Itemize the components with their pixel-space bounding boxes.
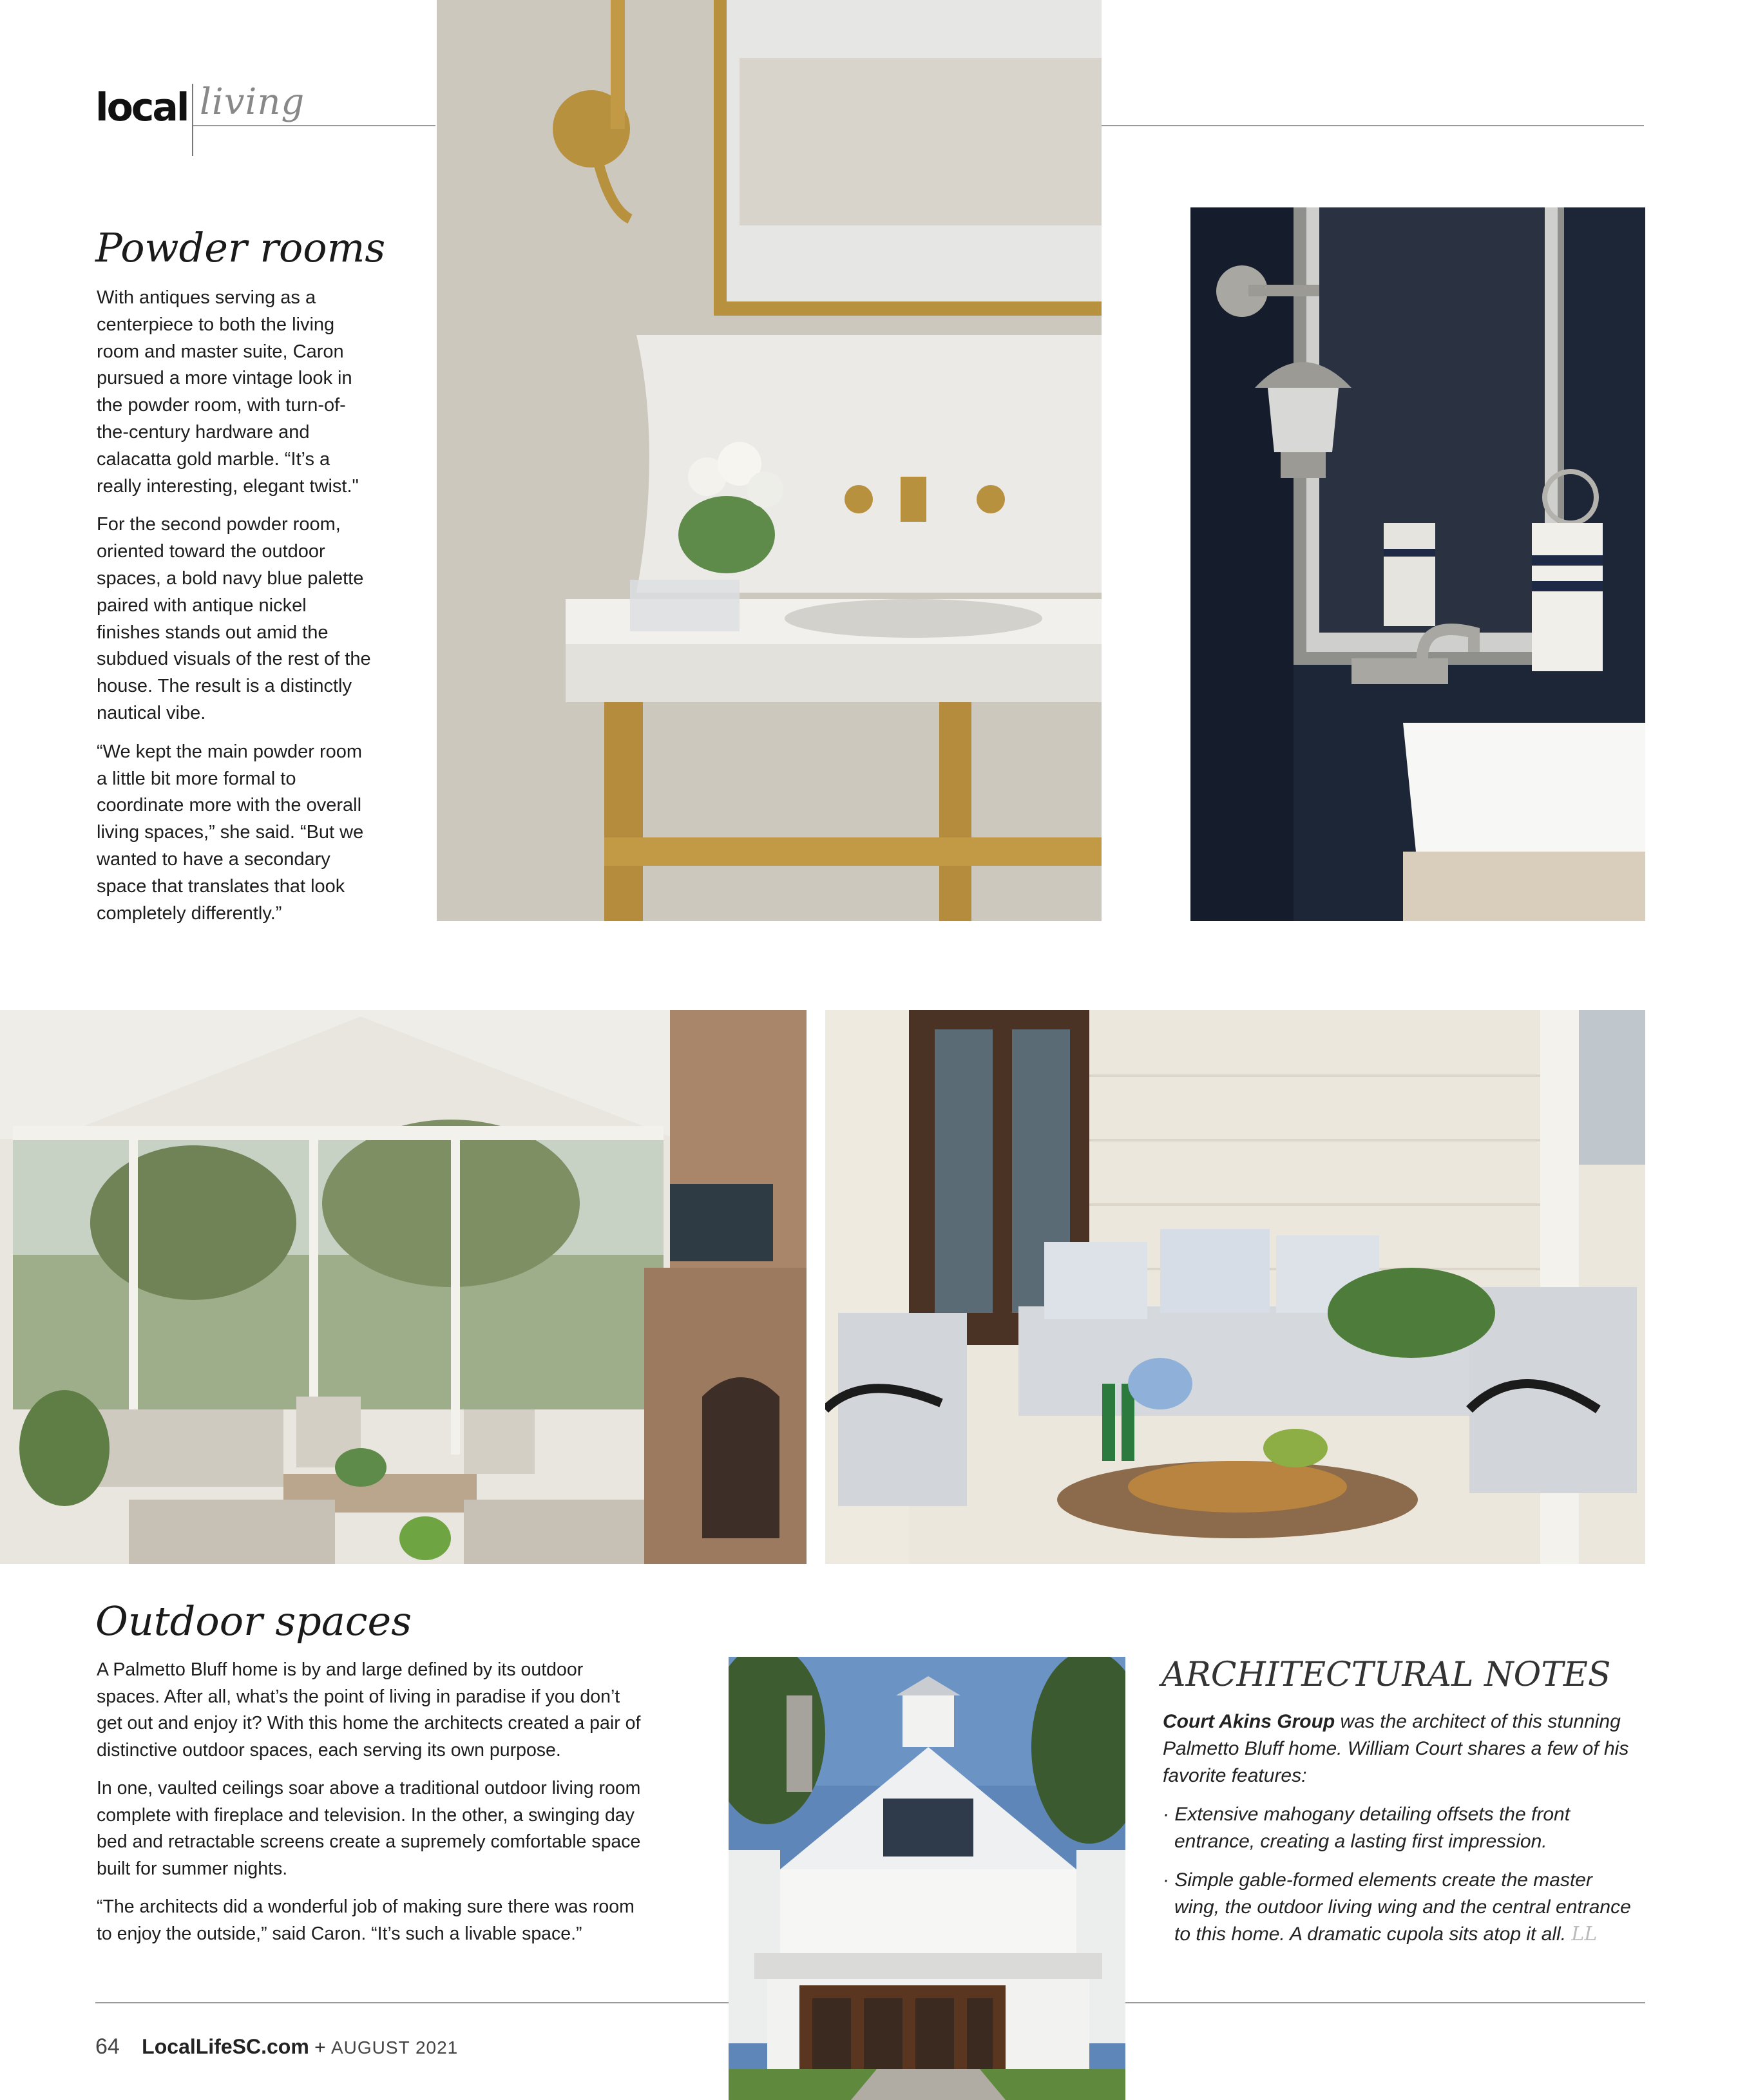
powder-rooms-heading: Powder rooms (95, 224, 386, 271)
photo-swinging-daybed-porch (825, 1010, 1645, 1564)
architectural-notes-text (1163, 1708, 1639, 1960)
brand-divider (192, 84, 193, 156)
architectural-bullet-2: · Simple gable-formed elements create the master wing, the outdoor living wing and the central entrance to this home. A dramatic cupola sits atop it all. LL (1163, 1869, 1631, 1945)
architect-name: Court Akins Group (1163, 1711, 1335, 1732)
footer-separator: + (314, 2037, 326, 2058)
photo-navy-powder-room (1190, 207, 1645, 921)
photo-gold-powder-room (437, 0, 1102, 921)
powder-paragraph-1: With antiques serving as a centerpiece to both the living room and master suite, Caron pursued a more vintage look in the powder room, with turn-of-the-century hardware and calacatta gold marble. “It’s a really interesting, elegant twist." (97, 287, 359, 497)
outdoor-spaces-text (97, 1657, 644, 1947)
powder-paragraph-2: For the second powder room, oriented toward the outdoor spaces, a bold navy blue palette paired with antique nickel finishes stands out amid the subdued visuals of the rest of the house. The result is a distinctly nautical vibe. (97, 514, 371, 723)
architectural-notes-heading: ARCHITECTURAL NOTES (1161, 1656, 1611, 1694)
architectural-bullet-2-text: Simple gable-formed elements create the master wing, the outdoor living wing and the central entrance to this home. A dramatic cupola sits atop it all. (1174, 1869, 1631, 1945)
page-number: 64 (95, 2034, 120, 2059)
architectural-intro-rest: was the architect of this stunning Palmetto Bluff home. William Court shares a few of his favorite features: (1163, 1711, 1629, 1786)
outdoor-paragraph-1: A Palmetto Bluff home is by and large defined by its outdoor spaces. After all, what’s the point of living in paradise if you don’t get out and enjoy it? With this home the architects created a pair of distinctive outdoor spaces, each serving its own purpose. (97, 1659, 641, 1761)
architectural-intro (1163, 1708, 1639, 1790)
page-footer (95, 2034, 458, 2059)
photo-house-exterior (729, 1657, 1125, 2100)
brand-local: local (95, 85, 188, 130)
outdoor-paragraph-2: In one, vaulted ceilings soar above a traditional outdoor living room complete with fireplace and television. In the other, a swinging day bed and retractable screens create a supremely comfortable space built for summer nights. (97, 1778, 641, 1879)
outdoor-paragraph-3: “The architects did a wonderful job of making sure there was room to enjoy the outside,” said Caron. “It’s such a livable space.” (97, 1896, 635, 1944)
architectural-bullet-1: · Extensive mahogany detailing offsets the front entrance, creating a lasting first impression. (1163, 1804, 1571, 1852)
footer-date: AUGUST 2021 (331, 2038, 459, 2057)
photo-outdoor-living-room (0, 1010, 807, 1564)
powder-rooms-text (97, 285, 374, 927)
outdoor-spaces-heading: Outdoor spaces (95, 1598, 412, 1645)
end-mark: LL (1571, 1923, 1598, 1945)
brand-living: living (200, 81, 305, 123)
footer-site-link[interactable]: LocalLifeSC.com (142, 2035, 309, 2058)
header-rule-left (193, 125, 435, 126)
powder-paragraph-3: “We kept the main powder room a little bit more formal to coordinate more with the overall living spaces,” she said. “But we wanted to have a secondary space that translates that look completely differently.” (97, 741, 364, 924)
architectural-bullet-1-text: Extensive mahogany detailing offsets the front entrance, creating a lasting first impression. (1174, 1804, 1571, 1852)
header-rule-right (1102, 125, 1644, 126)
